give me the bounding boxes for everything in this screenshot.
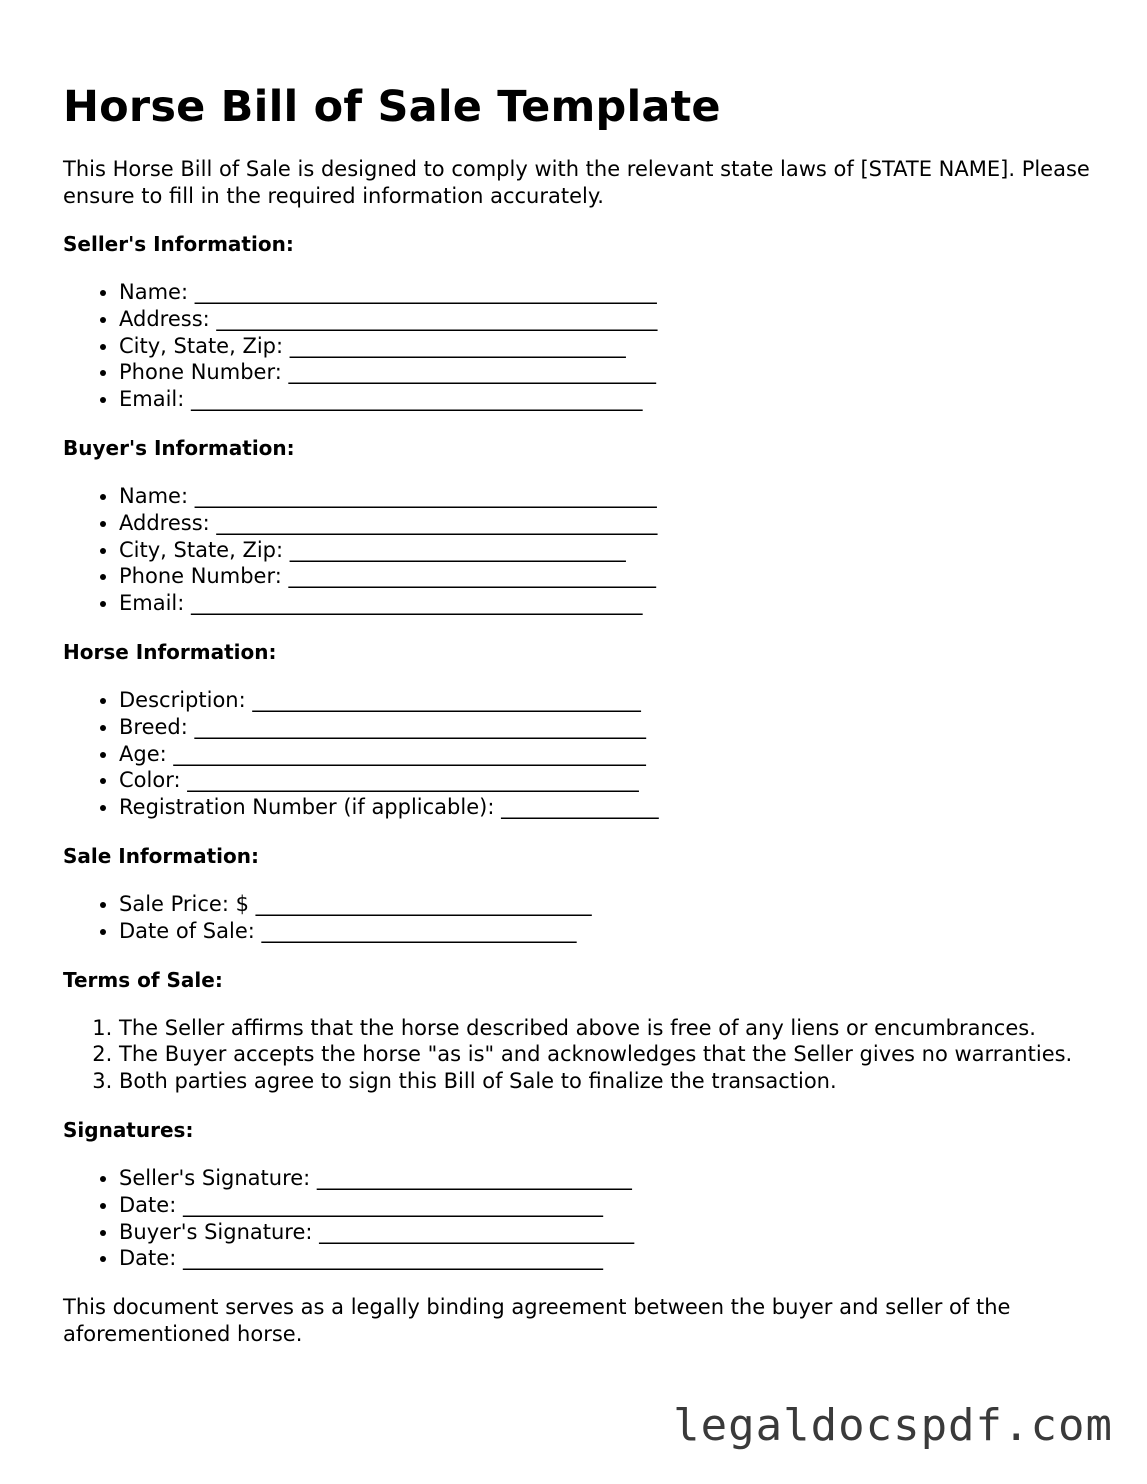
intro-paragraph: This Horse Bill of Sale is designed to comply with the relevant state laws of [STATE NAME]. Please ensure to fill in the required information accurately. <box>63 157 1090 208</box>
closing-paragraph: This document serves as a legally binding agreement between the buyer and seller of the aforementioned horse. <box>63 1295 1011 1346</box>
seller-city-state-zip-field: • City, State, Zip: ________________________________ <box>119 333 1093 360</box>
sale-date-field: • Date of Sale: ______________________________ <box>119 918 1093 945</box>
horse-fields-list <box>63 687 1093 821</box>
terms-item: 2. The Buyer accepts the horse "as is" and acknowledges that the Seller gives no warranties. <box>119 1041 1093 1068</box>
seller-heading: Seller's Information: <box>63 232 294 256</box>
terms-list <box>63 1015 1093 1095</box>
seller-fields-list <box>63 279 1093 413</box>
signatures-list <box>63 1165 1093 1272</box>
horse-color-field: • Color: ___________________________________________ <box>119 767 1093 794</box>
buyer-phone-field: • Phone Number: ___________________________________ <box>119 563 1093 590</box>
horse-age-field: • Age: _____________________________________________ <box>119 741 1093 768</box>
document-title: Horse Bill of Sale Template <box>63 82 721 132</box>
seller-name-field: • Name: ____________________________________________ <box>119 279 1093 306</box>
signatures-heading: Signatures: <box>63 1117 194 1142</box>
buyer-address-field: • Address: __________________________________________ <box>119 510 1093 537</box>
seller-address-field: • Address: __________________________________________ <box>119 306 1093 333</box>
terms-item: 3. Both parties agree to sign this Bill of Sale to finalize the transaction. <box>119 1068 1093 1095</box>
horse-description-field: • Description: _____________________________________ <box>119 687 1093 714</box>
horse-heading: Horse Information: <box>63 639 277 664</box>
buyer-name-field: • Name: ____________________________________________ <box>119 483 1093 510</box>
sale-price-field: • Sale Price: $ ________________________________ <box>119 891 1093 918</box>
buyer-signature-field: • Buyer's Signature: ______________________________ <box>119 1219 1093 1246</box>
sale-heading: Sale Information: <box>63 843 259 868</box>
seller-signature-field: • Seller's Signature: ______________________________ <box>119 1165 1093 1192</box>
seller-email-field: • Email: ___________________________________________ <box>119 386 1093 413</box>
seller-signature-date-field: • Date: ________________________________________ <box>119 1192 1093 1219</box>
buyer-city-state-zip-field: • City, State, Zip: ________________________________ <box>119 537 1093 564</box>
site-watermark: legaldocspdf.com <box>673 1400 1113 1451</box>
horse-registration-field: • Registration Number (if applicable): _______________ <box>119 794 1093 821</box>
horse-breed-field: • Breed: ___________________________________________ <box>119 714 1093 741</box>
buyer-fields-list <box>63 483 1093 617</box>
terms-heading: Terms of Sale: <box>63 967 223 992</box>
seller-phone-field: • Phone Number: ___________________________________ <box>119 359 1093 386</box>
buyer-email-field: • Email: ___________________________________________ <box>119 590 1093 617</box>
document-page <box>63 78 1093 1347</box>
buyer-heading: Buyer's Information: <box>63 435 295 460</box>
terms-item: 1. The Seller affirms that the horse described above is free of any liens or encumbrances. <box>119 1015 1093 1042</box>
buyer-signature-date-field: • Date: ________________________________________ <box>119 1245 1093 1272</box>
sale-fields-list <box>63 891 1093 945</box>
